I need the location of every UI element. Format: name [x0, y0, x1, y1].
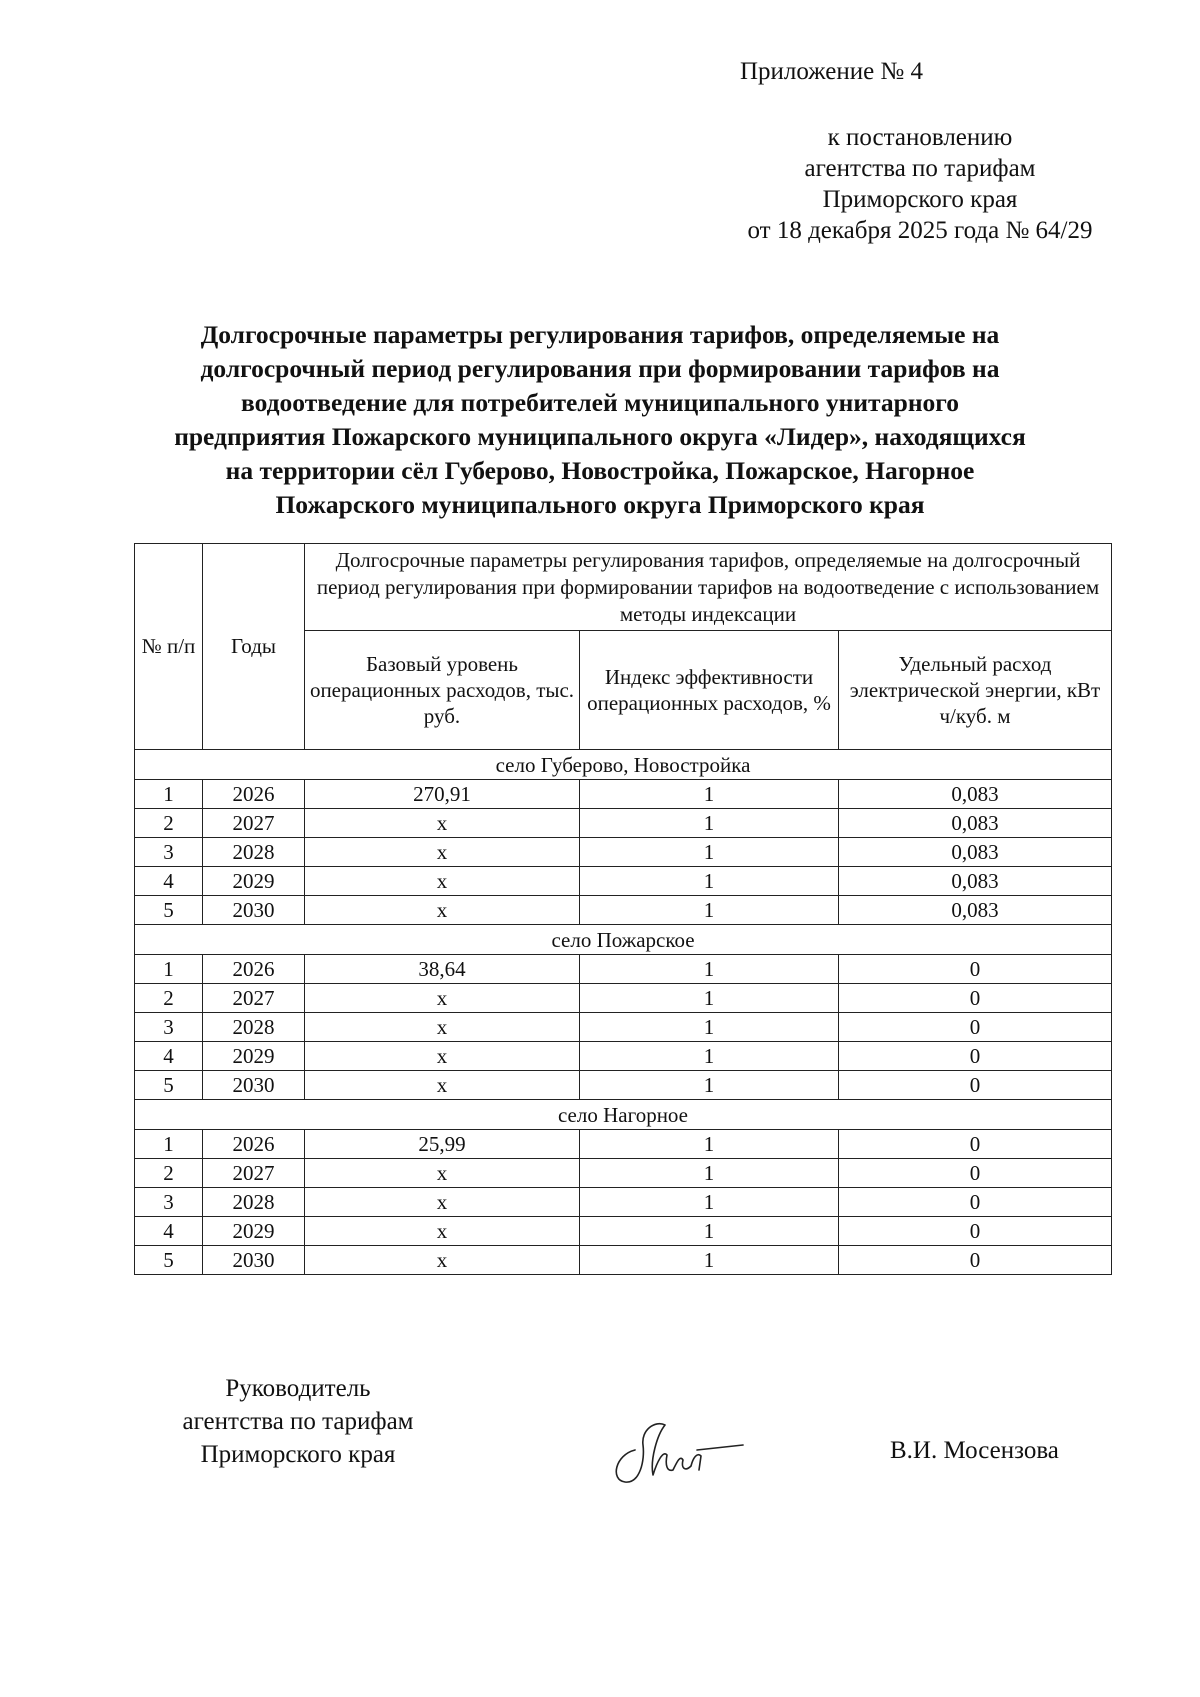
cell-year: 2028	[203, 1013, 305, 1042]
resolution-line: Приморского края	[822, 186, 1018, 213]
cell-number: 4	[135, 1217, 203, 1246]
cell-energy-consumption: 0	[839, 1217, 1112, 1246]
cell-energy-consumption: 0	[839, 1071, 1112, 1100]
section-name: село Нагорное	[135, 1100, 1112, 1130]
cell-energy-consumption: 0	[839, 955, 1112, 984]
resolution-reference	[700, 122, 1140, 246]
cell-base-level: х	[305, 838, 580, 867]
cell-energy-consumption: 0,083	[839, 838, 1112, 867]
cell-number: 5	[135, 896, 203, 925]
cell-base-level: х	[305, 1071, 580, 1100]
cell-year: 2026	[203, 780, 305, 809]
cell-number: 5	[135, 1071, 203, 1100]
cell-number: 3	[135, 1188, 203, 1217]
cell-energy-consumption: 0,083	[839, 809, 1112, 838]
title-line: Пожарского муниципального округа Приморского края	[275, 490, 925, 519]
header-efficiency-index: Индекс эффективности операционных расходов, %	[580, 631, 839, 750]
table-row	[135, 1130, 1112, 1159]
cell-efficiency-index: 1	[580, 896, 839, 925]
cell-energy-consumption: 0	[839, 1042, 1112, 1071]
cell-efficiency-index: 1	[580, 1130, 839, 1159]
cell-efficiency-index: 1	[580, 809, 839, 838]
cell-efficiency-index: 1	[580, 1159, 839, 1188]
cell-efficiency-index: 1	[580, 780, 839, 809]
cell-number: 1	[135, 1130, 203, 1159]
handwritten-signature	[605, 1400, 745, 1490]
cell-number: 5	[135, 1246, 203, 1275]
resolution-line: агентства по тарифам	[804, 155, 1036, 182]
cell-energy-consumption: 0	[839, 1159, 1112, 1188]
table-row	[135, 1013, 1112, 1042]
cell-efficiency-index: 1	[580, 1013, 839, 1042]
header-number: № п/п	[135, 544, 203, 750]
cell-energy-consumption: 0,083	[839, 867, 1112, 896]
table-row	[135, 838, 1112, 867]
cell-number: 4	[135, 1042, 203, 1071]
section-row	[135, 750, 1112, 780]
cell-energy-consumption: 0	[839, 1013, 1112, 1042]
table-row	[135, 867, 1112, 896]
cell-number: 2	[135, 984, 203, 1013]
cell-number: 2	[135, 809, 203, 838]
cell-energy-consumption: 0	[839, 1130, 1112, 1159]
table-row	[135, 809, 1112, 838]
header-base-level: Базовый уровень операционных расходов, тыс. руб.	[305, 631, 580, 750]
cell-year: 2027	[203, 984, 305, 1013]
cell-year: 2028	[203, 1188, 305, 1217]
appendix-label: Приложение № 4	[740, 58, 924, 85]
cell-year: 2026	[203, 955, 305, 984]
parameters-table	[134, 543, 1112, 1275]
cell-year: 2030	[203, 1246, 305, 1275]
cell-efficiency-index: 1	[580, 1188, 839, 1217]
table-body	[135, 750, 1112, 1275]
position-line: Приморского края	[200, 1441, 396, 1468]
header-years: Годы	[203, 544, 305, 750]
cell-base-level: х	[305, 1188, 580, 1217]
title-line: предприятия Пожарского муниципального округа «Лидер», находящихся	[174, 422, 1026, 451]
cell-efficiency-index: 1	[580, 1246, 839, 1275]
cell-year: 2026	[203, 1130, 305, 1159]
cell-base-level: х	[305, 1013, 580, 1042]
cell-base-level: х	[305, 867, 580, 896]
table-row	[135, 1159, 1112, 1188]
cell-base-level: 270,91	[305, 780, 580, 809]
cell-efficiency-index: 1	[580, 867, 839, 896]
cell-efficiency-index: 1	[580, 1217, 839, 1246]
cell-energy-consumption: 0	[839, 984, 1112, 1013]
cell-efficiency-index: 1	[580, 838, 839, 867]
cell-number: 1	[135, 955, 203, 984]
document-title	[120, 318, 1080, 522]
cell-base-level: х	[305, 809, 580, 838]
title-line: Долгосрочные параметры регулирования тарифов, определяемые на	[200, 320, 1000, 349]
cell-efficiency-index: 1	[580, 1071, 839, 1100]
cell-base-level: х	[305, 984, 580, 1013]
table-row	[135, 955, 1112, 984]
cell-base-level: х	[305, 1246, 580, 1275]
cell-number: 3	[135, 838, 203, 867]
cell-year: 2030	[203, 1071, 305, 1100]
signer-name: В.И. Мосензова	[890, 1437, 1059, 1464]
table-row	[135, 780, 1112, 809]
cell-energy-consumption: 0	[839, 1246, 1112, 1275]
cell-base-level: х	[305, 1159, 580, 1188]
cell-year: 2028	[203, 838, 305, 867]
cell-base-level: х	[305, 896, 580, 925]
cell-year: 2030	[203, 896, 305, 925]
resolution-line: от 18 декабря 2025 года № 64/29	[747, 217, 1093, 244]
cell-energy-consumption: 0,083	[839, 780, 1112, 809]
title-line: водоотведение для потребителей муниципального унитарного	[241, 388, 959, 417]
resolution-line: к постановлению	[827, 124, 1013, 151]
title-line: на территории сёл Губерово, Новостройка, Пожарское, Нагорное	[225, 456, 975, 485]
position-line: агентства по тарифам	[182, 1408, 414, 1435]
header-group: Долгосрочные параметры регулирования тарифов, определяемые на долгосрочный период регулирования при формировании тарифов на водоотведение с использованием методы индексации	[305, 544, 1112, 631]
table-row	[135, 896, 1112, 925]
table-row	[135, 1188, 1112, 1217]
table-row	[135, 984, 1112, 1013]
cell-energy-consumption: 0	[839, 1188, 1112, 1217]
cell-number: 2	[135, 1159, 203, 1188]
table-row	[135, 1246, 1112, 1275]
table-row	[135, 1071, 1112, 1100]
cell-number: 4	[135, 867, 203, 896]
cell-number: 3	[135, 1013, 203, 1042]
cell-year: 2027	[203, 809, 305, 838]
header-energy-consumption: Удельный расход электрической энергии, кВт ч/куб. м	[839, 631, 1112, 750]
table-row	[135, 1217, 1112, 1246]
cell-year: 2027	[203, 1159, 305, 1188]
cell-year: 2029	[203, 867, 305, 896]
cell-efficiency-index: 1	[580, 955, 839, 984]
cell-efficiency-index: 1	[580, 1042, 839, 1071]
section-row	[135, 1100, 1112, 1130]
cell-energy-consumption: 0,083	[839, 896, 1112, 925]
position-line: Руководитель	[225, 1375, 371, 1402]
title-line: долгосрочный период регулирования при формировании тарифов на	[200, 354, 1000, 383]
cell-base-level: х	[305, 1217, 580, 1246]
cell-base-level: 25,99	[305, 1130, 580, 1159]
signatory-position	[138, 1372, 458, 1471]
cell-base-level: 38,64	[305, 955, 580, 984]
section-row	[135, 925, 1112, 955]
table-row	[135, 1042, 1112, 1071]
cell-year: 2029	[203, 1217, 305, 1246]
section-name: село Губерово, Новостройка	[135, 750, 1112, 780]
section-name: село Пожарское	[135, 925, 1112, 955]
cell-year: 2029	[203, 1042, 305, 1071]
cell-number: 1	[135, 780, 203, 809]
cell-base-level: х	[305, 1042, 580, 1071]
cell-efficiency-index: 1	[580, 984, 839, 1013]
